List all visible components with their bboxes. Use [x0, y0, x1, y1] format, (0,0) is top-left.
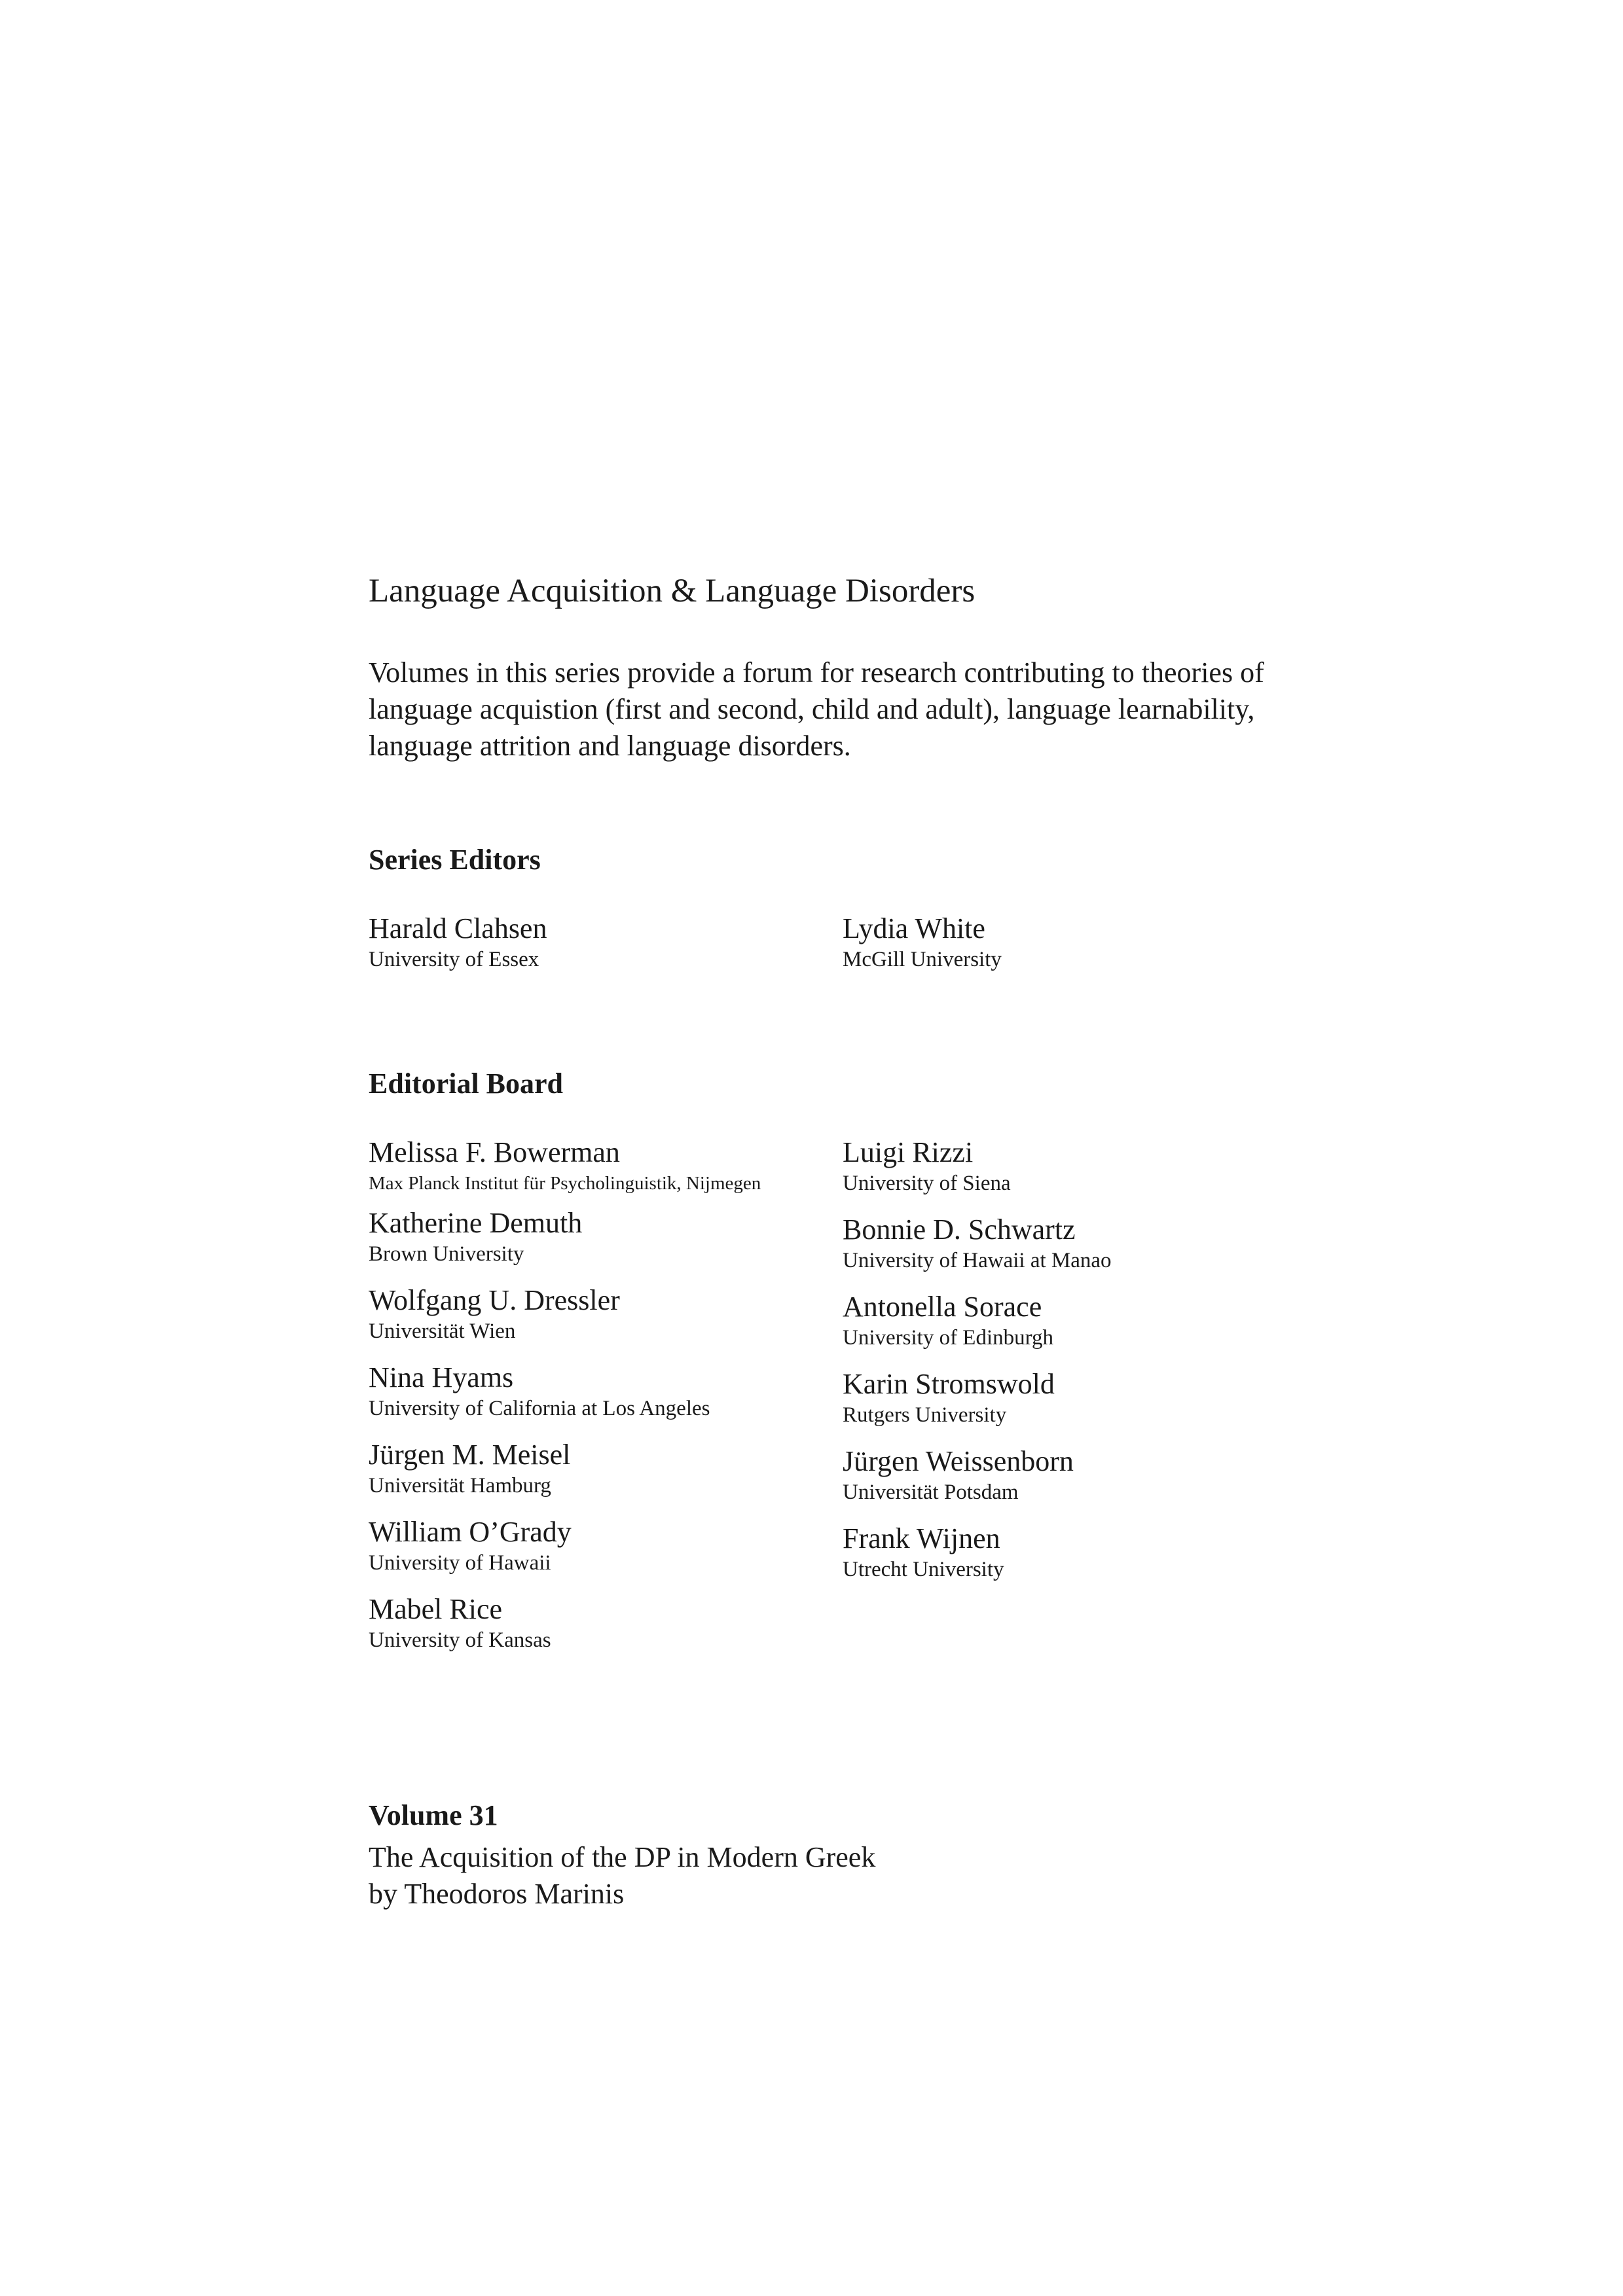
- person-name: Nina Hyams: [369, 1361, 514, 1393]
- person-affiliation: University of Kansas: [369, 1628, 551, 1652]
- person-affiliation: Universität Potsdam: [843, 1480, 1019, 1504]
- description-line: language attrition and language disorders.: [369, 730, 851, 762]
- person-affiliation: Utrecht University: [843, 1558, 1004, 1581]
- person-name: Katherine Demuth: [369, 1207, 583, 1239]
- person-name: Wolfgang U. Dressler: [369, 1284, 620, 1316]
- board-member: [843, 1135, 1011, 1196]
- person-name: Karin Stromswold: [843, 1368, 1055, 1400]
- series-editor: [843, 911, 1002, 973]
- person-affiliation: University of Siena: [843, 1172, 1011, 1195]
- person-affiliation: University of Hawaii at Manao: [843, 1249, 1112, 1272]
- series-editor: [369, 911, 547, 973]
- volume-info: [369, 1839, 875, 1912]
- person-name: Frank Wijnen: [843, 1522, 1000, 1554]
- person-name: Jürgen Weissenborn: [843, 1445, 1074, 1477]
- person-name: Antonella Sorace: [843, 1291, 1042, 1323]
- person-affiliation: Brown University: [369, 1242, 524, 1266]
- person-name: Jürgen M. Meisel: [369, 1439, 571, 1471]
- person-name: Melissa F. Bowerman: [369, 1136, 620, 1168]
- editorial-board-heading: Editorial Board: [369, 1067, 564, 1100]
- board-member: [843, 1289, 1053, 1351]
- person-name: William O’Grady: [369, 1516, 572, 1548]
- volume-title: The Acquisition of the DP in Modern Greek: [369, 1841, 876, 1873]
- board-member: [369, 1592, 551, 1653]
- series-title: Language Acquisition & Language Disorders: [369, 573, 976, 609]
- series-description: [369, 655, 1298, 764]
- volume-heading: Volume 31: [369, 1799, 498, 1831]
- person-name: Lydia White: [843, 912, 985, 944]
- person-affiliation: Rutgers University: [843, 1403, 1007, 1427]
- person-affiliation: Universität Hamburg: [369, 1474, 551, 1498]
- board-member: [843, 1521, 1004, 1583]
- board-member: [369, 1515, 572, 1576]
- person-name: Mabel Rice: [369, 1593, 503, 1625]
- person-name: Harald Clahsen: [369, 912, 547, 944]
- board-member: [369, 1206, 582, 1267]
- description-line: Volumes in this series provide a forum for research contributing to theories of: [369, 656, 1264, 689]
- board-member: [369, 1283, 620, 1344]
- board-member: [843, 1444, 1074, 1505]
- person-affiliation: University of Essex: [369, 948, 539, 971]
- person-name: Luigi Rizzi: [843, 1136, 974, 1168]
- person-affiliation: University of Hawaii: [369, 1551, 551, 1575]
- description-line: language acquistion (first and second, child and adult), language learnability,: [369, 693, 1255, 725]
- person-affiliation: Universität Wien: [369, 1319, 516, 1343]
- person-affiliation: Max Planck Institut für Psycholinguistik, Nijmegen: [369, 1173, 761, 1194]
- board-member: [369, 1360, 710, 1422]
- person-affiliation: University of Edinburgh: [843, 1326, 1054, 1350]
- board-member: [369, 1437, 570, 1499]
- board-member: [843, 1367, 1055, 1428]
- board-member: [843, 1212, 1112, 1274]
- person-affiliation: McGill University: [843, 948, 1002, 971]
- person-affiliation: University of California at Los Angeles: [369, 1397, 710, 1420]
- volume-author: by Theodoros Marinis: [369, 1878, 625, 1910]
- series-editors-heading: Series Editors: [369, 844, 541, 876]
- board-member: [369, 1135, 761, 1196]
- person-name: Bonnie D. Schwartz: [843, 1213, 1076, 1246]
